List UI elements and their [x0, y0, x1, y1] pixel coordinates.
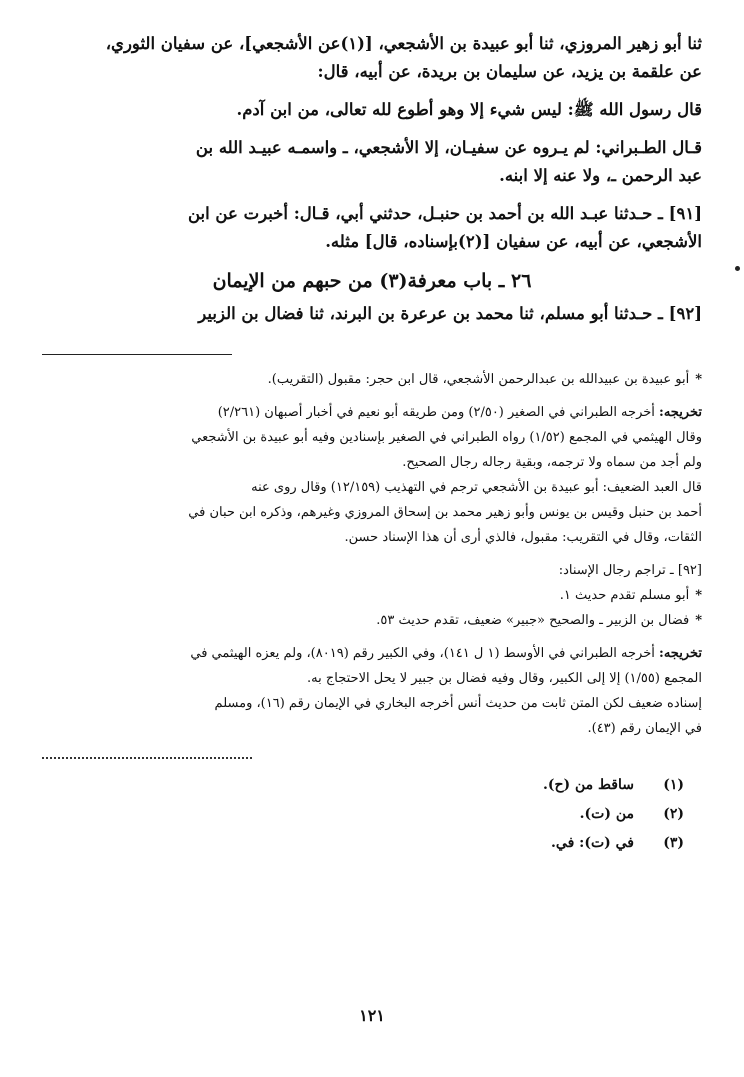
takhrij-92-block — [42, 641, 702, 741]
takhrij-90-line-2: وقال الهيثمي في المجمع (١/٥٢) رواه الطبراني في الصغير بإسنادين وفيه أبو عبيدة بن الأشجعي — [191, 430, 702, 445]
note-number: (٢) — [663, 806, 684, 822]
margin-dot — [735, 266, 740, 271]
takhrij-90-line-1: تخريجه: أخرجه الطبراني في الصغير (٢/٥٠) ومن طريقه أبو نعيم في أخبار أصبهان (٢/٢٦١) — [217, 405, 702, 420]
hadith-91-line-1: [٩١] ـ حـدثنا عبـد الله بن أحمد بن حنبـل، حدثني أبي، قـال: أخبرت عن ابن — [187, 204, 702, 223]
footnote-separator — [42, 354, 232, 355]
star-marker: * — [695, 613, 702, 628]
note-item — [42, 800, 702, 829]
narrators-92-block — [42, 558, 702, 633]
note-text: في (ت): في. — [551, 835, 634, 851]
takhrij-92-line-4: في الإيمان رقم (٤٣). — [587, 721, 702, 736]
manuscript-notes — [42, 771, 702, 858]
footnotes — [42, 367, 702, 741]
tabarani-comment-line-1: قـال الطـبراني: لم يـروه عن سفيـان، إلا الأشجعي، ـ واسمـه عبيـد الله بن — [195, 138, 702, 157]
takhrij-92-line-2: المجمع (١/٥٥) إلا إلى الكبير، وقال وفيه فضال بن جبير لا يحل الاحتجاج به. — [307, 671, 702, 686]
tabarani-comment-line-2: عبد الرحمن ـ، ولا عنه إلا ابنه. — [499, 166, 702, 185]
star-marker: * — [695, 372, 702, 387]
narrator-item-1: *أبو مسلم تقدم حديث ١. — [42, 583, 702, 608]
author-comment-line-2: أحمد بن حنبل وقيس بن يونس وأبو زهير محمد بن إسحاق المروزي وغيرهم، وذكره ابن حبان في — [188, 505, 702, 520]
takhrij-92-line-1: تخريجه: أخرجه الطبراني في الأوسط (١ ل ١٤١)، وفي الكبير رقم (٨٠١٩)، ولم يعزه الهيثمي في — [190, 646, 702, 661]
note-number: (٣) — [663, 835, 684, 851]
narrator-note-block — [42, 367, 702, 392]
chapter-heading: ٢٦ ـ باب معرفة(٣) من حبهم من الإيمان — [212, 270, 532, 292]
note-text: ساقط من (ح). — [542, 777, 634, 793]
page-number: ١٢١ — [359, 1006, 385, 1025]
hadith-90-isnad-line-2: عن علقمة بن يزيد، عن سليمان بن بريدة، عن أبيه، قال: — [317, 62, 702, 81]
takhrij-90-line-3: ولم أجد من سماه ولا ترجمه، وبقية رجاله رجال الصحيح. — [402, 455, 702, 470]
note-text: من (ت). — [579, 806, 634, 822]
narrator-item-2: *فضال بن الزبير ـ والصحيح «جبير» ضعيف، تقدم حديث ٥٣. — [42, 608, 702, 633]
narrator-note: *أبو عبيدة بن عبيدالله بن عبدالرحمن الأشجعي، قال ابن حجر: مقبول (التقريب). — [42, 367, 702, 392]
note-item — [42, 771, 702, 800]
hadith-90-isnad-line-1: ثنا أبو زهير المروزي، ثنا أبو عبيدة بن الأشجعي، [(١)عن الأشجعي]، عن سفيان الثوري، — [105, 34, 702, 53]
takhrij-label: تخريجه: — [659, 405, 702, 420]
author-comment-line-3: الثقات، وقال في التقريب: مقبول، فالذي أرى أن هذا الإسناد حسن. — [344, 530, 702, 545]
main-text — [42, 30, 702, 328]
takhrij-label: تخريجه: — [659, 646, 702, 661]
author-comment-line-1: قال العبد الضعيف: أبو عبيدة بن الأشجعي ترجم في التهذيب (١٢/١٥٩) وقال روى عنه — [251, 480, 702, 495]
hadith-92-line-1: [٩٢] ـ حـدثنا أبو مسلم، ثنا محمد بن عرعرة بن البرند، ثنا فضال بن الزبير — [198, 304, 702, 323]
takhrij-90-block — [42, 400, 702, 550]
note-number: (١) — [663, 777, 684, 793]
notes-separator — [42, 757, 252, 759]
star-marker: * — [695, 588, 702, 603]
page — [42, 30, 702, 858]
narrators-92-heading: [٩٢] ـ تراجم رجال الإسناد: — [558, 563, 702, 578]
takhrij-92-line-3: إسناده ضعيف لكن المتن ثابت من حديث أنس أخرجه البخاري في الإيمان رقم (١٦)، ومسلم — [214, 696, 702, 711]
hadith-91-line-2: الأشجعي، عن أبيه، عن سفيان [(٢)بإسناده، قال] مثله. — [325, 232, 702, 251]
note-item — [42, 829, 702, 858]
hadith-90-matn: قال رسول الله ﷺ: ليس شيء إلا وهو أطوع لله تعالى، من ابن آدم. — [236, 100, 702, 119]
